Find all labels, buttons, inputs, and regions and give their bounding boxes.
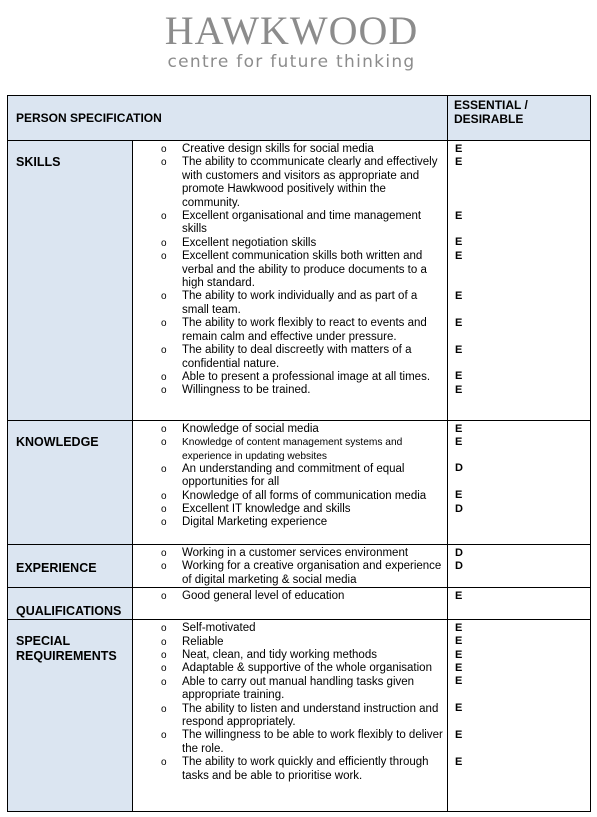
logo-tagline: centre for future thinking <box>167 52 416 72</box>
section-row <box>8 421 591 545</box>
list-item: o Willingness to be trained. <box>133 384 447 397</box>
section-category-cell <box>8 588 133 620</box>
section-category-cell <box>8 421 133 545</box>
list-item: o Digital Marketing experience <box>133 516 447 529</box>
list-item: o Adaptable & supportive of the whole organisation <box>133 662 447 675</box>
essential-desirable-flag: E <box>455 383 463 396</box>
section-items-cell <box>133 545 448 588</box>
essential-desirable-flag: E <box>455 289 463 302</box>
section-category-cell <box>8 545 133 588</box>
section-flags-cell <box>448 421 591 545</box>
list-item: o Excellent IT knowledge and skills <box>133 503 447 516</box>
essential-desirable-flag: E <box>455 155 463 168</box>
essential-desirable-flag: E <box>455 489 463 502</box>
list-item: o The ability to ccommunicate clearly and effectively with customers and visitors as appropriate and promote Hawkwood positively within the community. <box>133 156 447 210</box>
section-flags-cell <box>448 620 591 812</box>
section-category-label: SPECIAL <box>16 634 71 649</box>
requirements-list <box>133 622 447 783</box>
essential-desirable-flag: E <box>455 589 463 602</box>
section-category-label: REQUIREMENTS <box>16 649 117 664</box>
section-flags-cell <box>448 545 591 588</box>
list-item: o The willingness to be able to work flexibly to deliver the role. <box>133 729 447 756</box>
list-item: o The ability to work flexibly to react to events and remain calm and effective under pressure. <box>133 317 447 344</box>
list-item: o Good general level of education <box>133 590 447 603</box>
essential-desirable-flag: E <box>455 422 463 435</box>
essential-desirable-flag: E <box>455 635 463 648</box>
logo-name: HAWKWOOD <box>164 8 419 53</box>
section-category-label: EXPERIENCE <box>16 561 97 575</box>
list-item: o Working in a customer services environment <box>133 547 447 560</box>
section-row <box>8 141 591 421</box>
essential-desirable-flag: E <box>455 435 463 448</box>
list-item: o The ability to listen and understand instruction and respond appropriately. <box>133 703 447 730</box>
section-category-cell <box>8 141 133 421</box>
requirements-list <box>133 590 447 603</box>
list-item: o Knowledge of content management systems and experience in updating websites <box>133 436 447 462</box>
list-item: o Excellent organisational and time management skills <box>133 210 447 237</box>
essential-desirable-flag: E <box>455 755 463 768</box>
section-items-cell <box>133 421 448 545</box>
essential-desirable-flag: E <box>455 728 463 741</box>
section-row <box>8 620 591 812</box>
list-item: o Knowledge of social media <box>133 423 447 436</box>
essential-desirable-flag: E <box>455 343 463 356</box>
list-item: o Neat, clean, and tidy working methods <box>133 649 447 662</box>
header-essential-desirable-cell <box>448 96 591 141</box>
essential-desirable-flag: E <box>455 316 463 329</box>
requirements-list <box>133 423 447 530</box>
list-item: o The ability to work quickly and efficiently through tasks and be able to prioritise work. <box>133 756 447 783</box>
essential-desirable-flag: D <box>455 462 463 475</box>
header-desirable-label: DESIRABLE <box>454 112 524 126</box>
section-flags-cell <box>448 588 591 620</box>
table-header-row <box>8 96 591 141</box>
list-item: o Creative design skills for social media <box>133 143 447 156</box>
essential-desirable-flag: E <box>455 661 463 674</box>
requirements-list <box>133 143 447 398</box>
header-title: PERSON SPECIFICATION <box>16 111 162 125</box>
essential-desirable-flag: E <box>455 209 463 222</box>
list-item: o Reliable <box>133 636 447 649</box>
header-essential-label: ESSENTIAL / <box>454 98 528 112</box>
list-item: o The ability to deal discreetly with matters of a confidential nature. <box>133 344 447 371</box>
essential-desirable-flag: E <box>455 370 463 383</box>
requirements-list <box>133 547 447 587</box>
list-item: o Excellent negotiation skills <box>133 237 447 250</box>
essential-desirable-flag: E <box>455 236 463 249</box>
section-category-label: KNOWLEDGE <box>16 435 99 449</box>
section-items-cell <box>133 588 448 620</box>
list-item: o Knowledge of all forms of communication media <box>133 490 447 503</box>
essential-desirable-flag: E <box>455 702 463 715</box>
section-row <box>8 545 591 588</box>
section-category-cell <box>8 620 133 812</box>
list-item: o Excellent communication skills both written and verbal and the ability to produce documents to a high standard. <box>133 250 447 290</box>
essential-desirable-flag: D <box>455 559 463 572</box>
section-items-cell <box>133 141 448 421</box>
list-item: o An understanding and commitment of equal opportunities for all <box>133 463 447 490</box>
list-item: o Able to carry out manual handling tasks given appropriate training. <box>133 676 447 703</box>
section-category-label: QUALIFICATIONS <box>16 604 122 619</box>
list-item: o The ability to work individually and as part of a small team. <box>133 290 447 317</box>
person-specification-table <box>7 95 591 812</box>
essential-desirable-flag: E <box>455 675 463 688</box>
section-items-cell <box>133 620 448 812</box>
header-title-cell <box>8 96 448 141</box>
essential-desirable-flag: E <box>455 249 463 262</box>
essential-desirable-flag: D <box>455 502 463 515</box>
section-flags-cell <box>448 141 591 421</box>
list-item: o Able to present a professional image at all times. <box>133 371 447 384</box>
section-row <box>8 588 591 620</box>
hawkwood-logo <box>0 10 597 72</box>
essential-desirable-flag: E <box>455 621 463 634</box>
essential-desirable-flag: E <box>455 142 463 155</box>
list-item: o Working for a creative organisation and experience of digital marketing & social media <box>133 560 447 587</box>
essential-desirable-flag: D <box>455 546 463 559</box>
list-item: o Self-motivated <box>133 622 447 635</box>
section-category-label: SKILLS <box>16 155 61 169</box>
essential-desirable-flag: E <box>455 648 463 661</box>
